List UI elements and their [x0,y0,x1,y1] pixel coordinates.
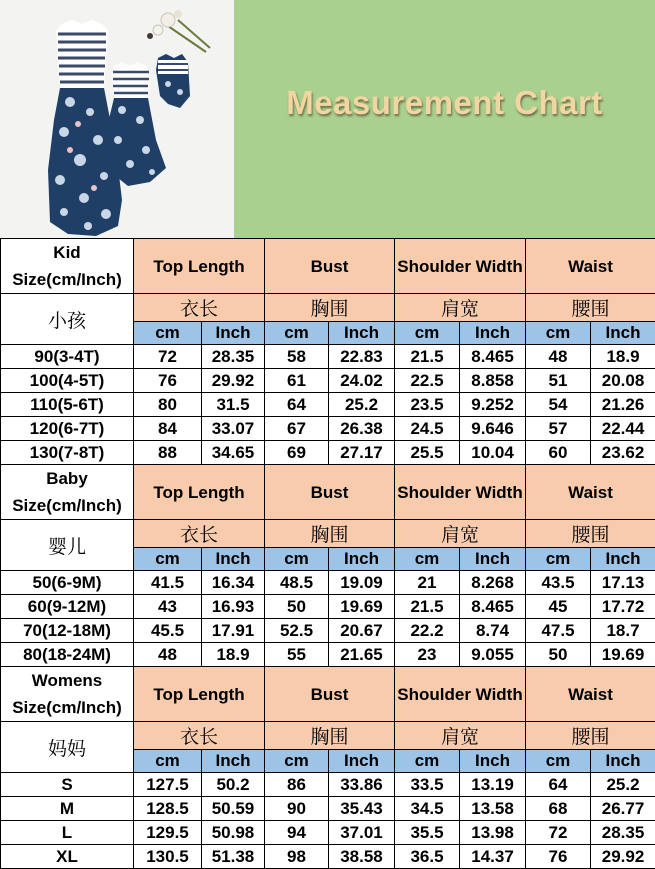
table-row [1,619,655,643]
unit-cm: cm [134,322,202,345]
value-cell: 50.98 [202,821,265,845]
value-cell: 22.44 [591,417,655,441]
value-cell: 50 [526,643,591,667]
value-cell: 28.35 [591,821,655,845]
value-cell: 23 [395,643,460,667]
value-cell: 52.5 [265,619,329,643]
col-header-waist-cn: 腰围 [526,520,655,548]
value-cell: 76 [134,369,202,393]
size-cell: 110(5-6T) [1,393,134,417]
unit-inch: Inch [329,322,395,345]
value-cell: 35.43 [329,797,395,821]
value-cell: 9.055 [460,643,526,667]
table-row [1,417,655,441]
size-cell: 120(6-7T) [1,417,134,441]
chinese-header-row [1,294,655,322]
unit-cm: cm [526,322,591,345]
value-cell: 33.5 [395,773,460,797]
value-cell: 17.72 [591,595,655,619]
value-cell: 98 [265,845,329,869]
value-cell: 50.59 [202,797,265,821]
size-cell: XL [1,845,134,869]
banner-title: Measurement Chart [234,84,655,122]
value-cell: 21 [395,571,460,595]
col-header-bust: Bust [265,667,395,722]
value-cell: 43 [134,595,202,619]
value-cell: 43.5 [526,571,591,595]
chinese-header-row [1,722,655,750]
value-cell: 88 [134,441,202,465]
value-cell: 27.17 [329,441,395,465]
top-area [0,0,655,238]
section-label: Womens Size(cm/Inch) [1,667,134,722]
value-cell: 18.7 [591,619,655,643]
value-cell: 47.5 [526,619,591,643]
value-cell: 48.5 [265,571,329,595]
value-cell: 17.91 [202,619,265,643]
value-cell: 21.5 [395,595,460,619]
value-cell: 64 [526,773,591,797]
size-cell: 60(9-12M) [1,595,134,619]
title-banner [234,0,655,238]
unit-inch: Inch [329,750,395,773]
value-cell: 9.252 [460,393,526,417]
value-cell: 20.08 [591,369,655,393]
table-row [1,797,655,821]
value-cell: 128.5 [134,797,202,821]
col-header-top-length: Top Length [134,465,265,520]
col-header-top-length: Top Length [134,667,265,722]
value-cell: 23.62 [591,441,655,465]
value-cell: 17.13 [591,571,655,595]
unit-inch: Inch [591,322,655,345]
col-header-shoulder-cn: 肩宽 [395,520,526,548]
value-cell: 20.67 [329,619,395,643]
col-header-bust-cn: 胸围 [265,294,395,322]
value-cell: 45.5 [134,619,202,643]
col-header-shoulder-cn: 肩宽 [395,722,526,750]
col-header-top-length: Top Length [134,239,265,294]
unit-inch: Inch [202,548,265,571]
value-cell: 80 [134,393,202,417]
col-header-waist: Waist [526,465,655,520]
value-cell: 35.5 [395,821,460,845]
col-header-shoulder-cn: 肩宽 [395,294,526,322]
value-cell: 34.5 [395,797,460,821]
size-cell: L [1,821,134,845]
value-cell: 24.02 [329,369,395,393]
size-cell: 70(12-18M) [1,619,134,643]
value-cell: 25.2 [591,773,655,797]
size-cell: 50(6-9M) [1,571,134,595]
value-cell: 26.38 [329,417,395,441]
unit-cm: cm [395,548,460,571]
value-cell: 8.268 [460,571,526,595]
table-row [1,845,655,869]
table-row [1,393,655,417]
unit-inch: Inch [591,750,655,773]
value-cell: 22.83 [329,345,395,369]
value-cell: 130.5 [134,845,202,869]
col-header-bust-cn: 胸围 [265,520,395,548]
value-cell: 13.19 [460,773,526,797]
unit-inch: Inch [591,548,655,571]
product-photo [0,0,234,238]
section-label-chinese: 小孩 [1,294,134,345]
value-cell: 13.98 [460,821,526,845]
value-cell: 90 [265,797,329,821]
size-cell: 130(7-8T) [1,441,134,465]
value-cell: 10.04 [460,441,526,465]
size-cell: 100(4-5T) [1,369,134,393]
value-cell: 18.9 [591,345,655,369]
section-label: Baby Size(cm/Inch) [1,465,134,520]
value-cell: 84 [134,417,202,441]
table-row [1,595,655,619]
value-cell: 64 [265,393,329,417]
value-cell: 48 [134,643,202,667]
value-cell: 61 [265,369,329,393]
unit-inch: Inch [202,322,265,345]
value-cell: 23.5 [395,393,460,417]
value-cell: 29.92 [202,369,265,393]
table-row [1,821,655,845]
value-cell: 41.5 [134,571,202,595]
size-cell: 80(18-24M) [1,643,134,667]
unit-cm: cm [265,750,329,773]
col-header-bust: Bust [265,465,395,520]
unit-inch: Inch [202,750,265,773]
unit-inch: Inch [329,548,395,571]
value-cell: 25.2 [329,393,395,417]
value-cell: 34.65 [202,441,265,465]
value-cell: 45 [526,595,591,619]
value-cell: 127.5 [134,773,202,797]
section-header-row [1,465,655,520]
value-cell: 8.465 [460,345,526,369]
table-row [1,571,655,595]
value-cell: 94 [265,821,329,845]
value-cell: 18.9 [202,643,265,667]
table-row [1,441,655,465]
chinese-header-row [1,520,655,548]
value-cell: 58 [265,345,329,369]
value-cell: 129.5 [134,821,202,845]
value-cell: 33.07 [202,417,265,441]
value-cell: 19.09 [329,571,395,595]
value-cell: 16.34 [202,571,265,595]
value-cell: 19.69 [329,595,395,619]
unit-cm: cm [265,322,329,345]
value-cell: 8.74 [460,619,526,643]
value-cell: 19.69 [591,643,655,667]
col-header-bust: Bust [265,239,395,294]
value-cell: 38.58 [329,845,395,869]
col-header-bust-cn: 胸围 [265,722,395,750]
table-row [1,773,655,797]
value-cell: 24.5 [395,417,460,441]
value-cell: 8.858 [460,369,526,393]
unit-inch: Inch [460,750,526,773]
value-cell: 36.5 [395,845,460,869]
value-cell: 9.646 [460,417,526,441]
value-cell: 51.38 [202,845,265,869]
size-cell: 90(3-4T) [1,345,134,369]
dresses-illustration [0,0,234,238]
value-cell: 69 [265,441,329,465]
unit-inch: Inch [460,322,526,345]
section-header-row [1,667,655,722]
size-cell: M [1,797,134,821]
value-cell: 16.93 [202,595,265,619]
value-cell: 33.86 [329,773,395,797]
value-cell: 13.58 [460,797,526,821]
col-header-top-length-cn: 衣长 [134,722,265,750]
col-header-top-length-cn: 衣长 [134,294,265,322]
value-cell: 21.5 [395,345,460,369]
value-cell: 54 [526,393,591,417]
unit-cm: cm [395,322,460,345]
col-header-shoulder-width: Shoulder Width [395,239,526,294]
value-cell: 25.5 [395,441,460,465]
unit-cm: cm [134,548,202,571]
col-header-waist-cn: 腰围 [526,722,655,750]
unit-cm: cm [134,750,202,773]
value-cell: 14.37 [460,845,526,869]
value-cell: 51 [526,369,591,393]
value-cell: 67 [265,417,329,441]
value-cell: 28.35 [202,345,265,369]
value-cell: 21.26 [591,393,655,417]
section-label-chinese: 婴儿 [1,520,134,571]
col-header-waist: Waist [526,667,655,722]
col-header-shoulder-width: Shoulder Width [395,667,526,722]
value-cell: 29.92 [591,845,655,869]
col-header-shoulder-width: Shoulder Width [395,465,526,520]
section-label-chinese: 妈妈 [1,722,134,773]
table-row [1,643,655,667]
size-cell: S [1,773,134,797]
col-header-top-length-cn: 衣长 [134,520,265,548]
table-row [1,369,655,393]
value-cell: 72 [134,345,202,369]
col-header-waist-cn: 腰围 [526,294,655,322]
value-cell: 50.2 [202,773,265,797]
value-cell: 72 [526,821,591,845]
value-cell: 22.5 [395,369,460,393]
section-label: Kid Size(cm/Inch) [1,239,134,294]
value-cell: 31.5 [202,393,265,417]
value-cell: 55 [265,643,329,667]
value-cell: 76 [526,845,591,869]
value-cell: 22.2 [395,619,460,643]
unit-cm: cm [395,750,460,773]
value-cell: 8.465 [460,595,526,619]
value-cell: 57 [526,417,591,441]
value-cell: 26.77 [591,797,655,821]
unit-cm: cm [265,548,329,571]
size-chart-table [0,238,655,869]
unit-cm: cm [526,548,591,571]
section-header-row [1,239,655,294]
unit-cm: cm [526,750,591,773]
value-cell: 86 [265,773,329,797]
col-header-waist: Waist [526,239,655,294]
value-cell: 48 [526,345,591,369]
value-cell: 37.01 [329,821,395,845]
unit-inch: Inch [460,548,526,571]
value-cell: 60 [526,441,591,465]
value-cell: 50 [265,595,329,619]
value-cell: 68 [526,797,591,821]
value-cell: 21.65 [329,643,395,667]
table-row [1,345,655,369]
